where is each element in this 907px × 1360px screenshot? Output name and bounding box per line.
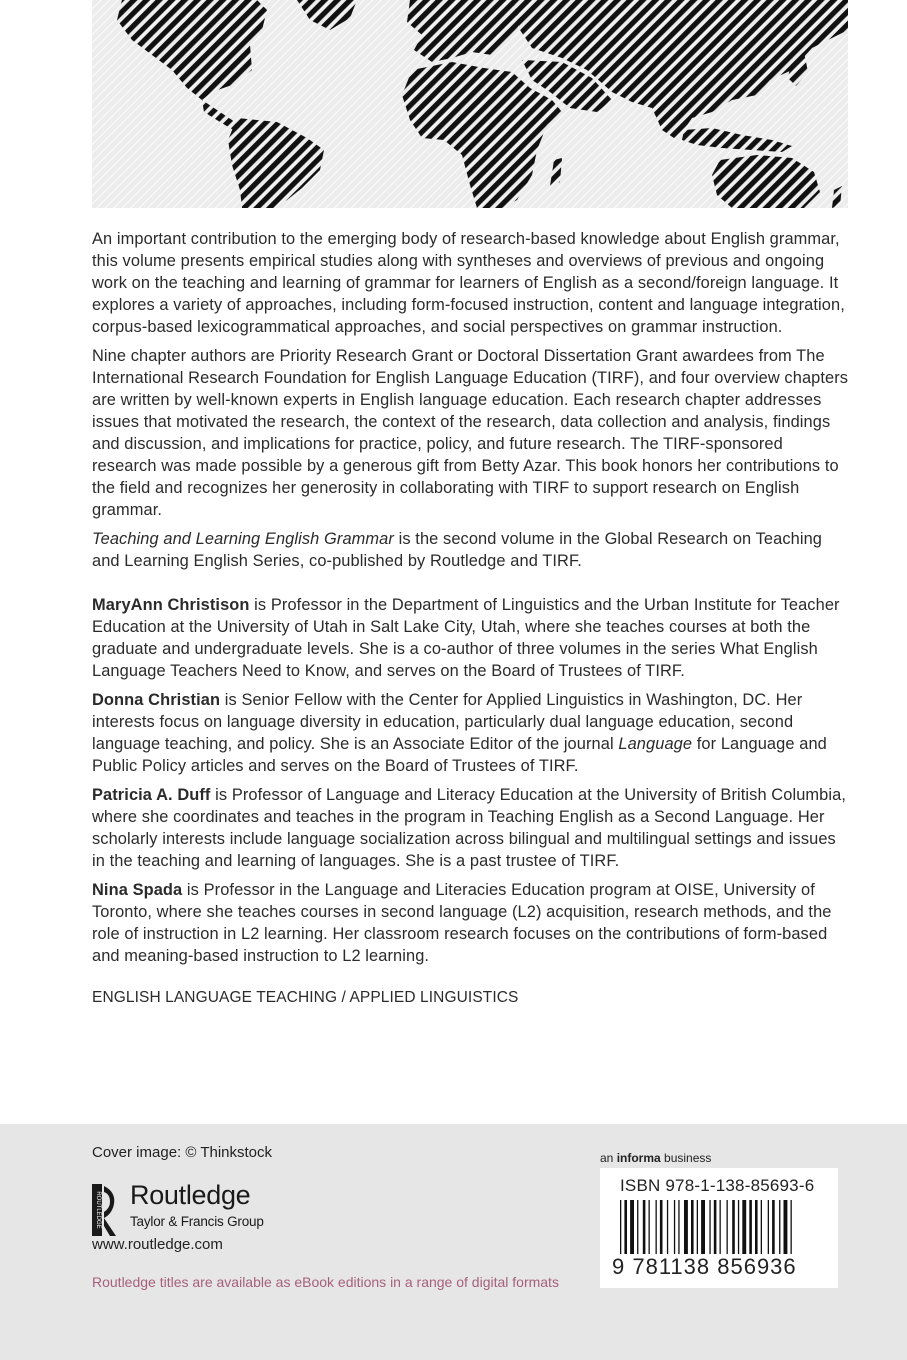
barcode-bar — [667, 1200, 668, 1262]
logo-side-text: ROUTLEDGE — [95, 1191, 101, 1229]
barcode-bar — [674, 1200, 675, 1262]
barcode-bar — [761, 1200, 762, 1262]
description-paragraph-2: Nine chapter authors are Priority Research Grant or Doctoral Dissertation Grant awardees from The International Research Foundation for English Language Education (TIRF), and four overview chapters are written by well-known experts in English language education. Each research chapter addresses issues that motivated the research, the context of the research, data collection and analysis, findings and discussion, and implications for practice, policy, and future research. The TIRF-sponsored research was made possible by a generous gift from Betty Azar. This book honors her contributions to the field and recognizes her generosity in collaborating with TIRF to support research on English grammar. — [92, 347, 849, 519]
barcode-bar — [742, 1200, 746, 1262]
barcode-bar — [714, 1200, 717, 1262]
barcode-bar — [678, 1200, 679, 1262]
bio-name: MaryAnn Christison — [92, 596, 250, 614]
barcode-bar — [791, 1200, 792, 1262]
barcode-bar — [643, 1200, 646, 1262]
barcode-bar — [697, 1200, 698, 1262]
publisher-name: Routledge — [130, 1180, 251, 1210]
bio-duff: Patricia A. Duff is Professor of Language and Literacy Education at the University of British Columbia, where she coordinates and teaches in the program in Teaching English as a Second Language. Her scholarly interests include language socialization across bilingual and multilingual settings and issues in the teaching and learning of languages. She is a past trustee of TIRF. — [92, 786, 846, 870]
barcode-digits: 9 781138 856936 — [612, 1254, 797, 1279]
informa-tagline: an informa business — [600, 1151, 712, 1165]
book-title: Teaching and Learning English Grammar — [92, 530, 394, 548]
barcode-bar — [709, 1200, 710, 1262]
barcode-bar — [691, 1200, 694, 1262]
barcode-bar — [727, 1200, 728, 1262]
routledge-logo — [92, 1180, 292, 1240]
barcode-bar — [732, 1200, 735, 1262]
barcode-bar — [630, 1200, 634, 1262]
bio-spada: Nina Spada is Professor in the Language and Literacies Education program at OISE, University of Toronto, where she teaches courses in second language (L2) acquisition, research methods, and the role of instruction in L2 learning. Her classroom research focuses on the contributions of form-based and meaning-based instruction to L2 learning. — [92, 881, 832, 965]
bio-christison: MaryAnn Christison is Professor in the Department of Linguistics and the Urban Institute for Teacher Education at the University of Utah in Salt Lake City, Utah, where she teaches courses at both the graduate and undergraduate levels. She is a co-author of three volumes in the series What English Language Teachers Need to Know, and serves on the Board of Trustees of TIRF. — [92, 596, 840, 680]
barcode-bar — [720, 1200, 721, 1262]
ebook-note: Routledge titles are available as eBook editions in a range of digital formats — [92, 1274, 559, 1290]
footer-panel — [0, 1124, 907, 1360]
barcode-bar — [779, 1200, 780, 1262]
barcode-bar — [649, 1200, 650, 1262]
routledge-logo-mark — [92, 1184, 118, 1236]
world-map — [92, 0, 848, 208]
barcode-bar — [684, 1200, 688, 1262]
back-cover-text — [92, 228, 852, 1009]
barcode-bar — [620, 1200, 621, 1262]
barcode-bar — [784, 1200, 788, 1262]
subject-category: ENGLISH LANGUAGE TEACHING / APPLIED LINGUISTICS — [92, 989, 519, 1006]
barcode-bars — [618, 1200, 818, 1262]
barcode-bar — [772, 1200, 775, 1262]
barcode-bar — [738, 1200, 739, 1262]
bio-name: Nina Spada — [92, 881, 183, 899]
publisher-website: www.routledge.com — [92, 1236, 223, 1253]
barcode-bar — [637, 1200, 638, 1262]
barcode-bar — [701, 1200, 705, 1262]
barcode-bar — [624, 1200, 627, 1262]
description-paragraph-1: An important contribution to the emerging body of research-based knowledge about English grammar, this volume presents empirical studies along with syntheses and overviews of previous and ongoing work on the teaching and learning of grammar for learners of English as a second/foreign language. It explores a variety of approaches, including form-focused instruction, content and language integration, corpus-based lexicogrammatical approaches, and social perspectives on grammar instruction. — [92, 230, 845, 336]
bio-name: Patricia A. Duff — [92, 786, 211, 804]
bio-name: Donna Christian — [92, 691, 221, 709]
barcode-bar — [768, 1200, 769, 1262]
description-paragraph-3: Teaching and Learning English Grammar is the second volume in the Global Research on Teaching and Learning English Series, co-published by Routledge and TIRF. — [92, 530, 823, 570]
barcode — [600, 1168, 838, 1288]
barcode-bar — [656, 1200, 657, 1262]
journal-title: Language — [618, 735, 693, 753]
barcode-bar — [660, 1200, 663, 1262]
barcode-bar — [749, 1200, 752, 1262]
isbn-number: ISBN 978-1-138-85693-6 — [620, 1176, 815, 1195]
barcode-bar — [755, 1200, 758, 1262]
author-bios — [92, 594, 852, 967]
bio-christian: Donna Christian is Senior Fellow with the Center for Applied Linguistics in Washington, DC. Her interests focus on language diversity in education, particularly dual language education, second language teaching, and policy. She is an Associate Editor of the journal Language for Language and Public Policy articles and serves on the Board of Trustees of TIRF. — [92, 691, 827, 775]
cover-credit: Cover image: © Thinkstock — [92, 1144, 273, 1161]
publisher-group: Taylor & Francis Group — [130, 1214, 264, 1229]
